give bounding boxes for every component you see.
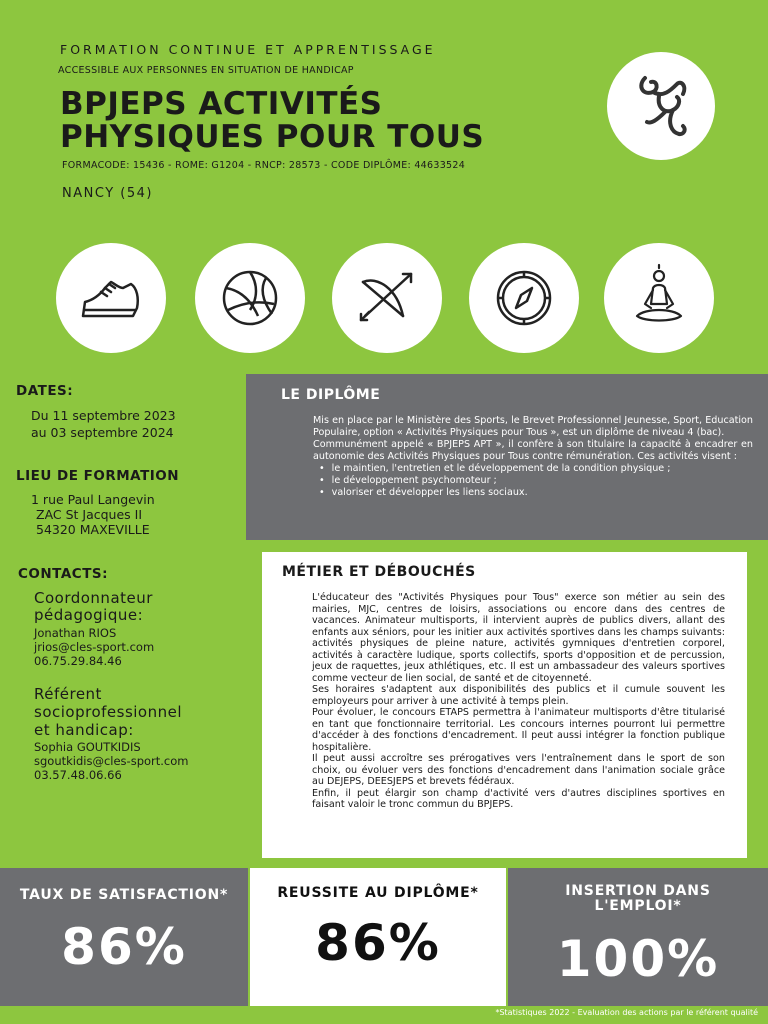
page-title — [60, 88, 484, 154]
diplome-paragraph: Communément appelé « BPJEPS APT », il confère à son titulaire la capacité à encadrer en autonomie des Activités Physiques pour Tous contre rémunération. Ces activités visent : — [313, 439, 753, 462]
contact1-name: Jonathan RIOS — [34, 626, 117, 640]
footnote: *Statistiques 2022 - Evaluation des actions par le référent qualité — [495, 1008, 758, 1017]
metier-paragraph: Il peut aussi accroître ses prérogatives vers l'entraînement dans le sport de son choix, ou évoluer vers des fonctions d'encadrement dans l'animation sociale grâce au DEJEPS, DEESJEPS et brevets fédéraux. — [312, 753, 725, 787]
stat-reussite — [250, 868, 506, 1006]
contact2-name: Sophia GOUTKIDIS — [34, 740, 141, 754]
list-item: • valoriser et développer les liens sociaux. — [319, 487, 753, 499]
metier-paragraph: L'éducateur des "Activités Physiques pour Tous" exerce son métier au sein des mairies, MJC, centres de loisirs, associations ou encore dans des centres de vacances. Animateur multisports, il intervient auprès de publics divers, allant des enfants aux séniors, pour les initier aux activités sportives dans les champs suivants: activités physiques de pleine nature, activités gymniques d'entretien corporel, activités à caractère ludique, sports collectifs, sports d'opposition et de percussion, jeux de raquettes, jeux athlétiques, etc. Il est un ambassadeur des valeurs sportives comme vecteur de lien social, de santé et de citoyenneté. — [312, 592, 725, 684]
stat-insertion-value: 100% — [556, 930, 720, 988]
metier-paragraph: Ses horaires s'adaptent aux disponibilités des publics et il cumule souvent les employeurs pour arriver à une activité à temps plein. — [312, 684, 725, 707]
lieu-zone: ZAC St Jacques II — [36, 507, 143, 522]
diplome-list — [319, 463, 753, 499]
contact2-role-1: Référent — [34, 685, 102, 703]
diplome-body — [313, 415, 753, 499]
title-line-2: PHYSIQUES POUR TOUS — [60, 119, 485, 155]
metier-body — [312, 592, 725, 811]
stat-satisfaction-value: 86% — [61, 918, 187, 976]
bow-arrow-icon — [332, 243, 442, 353]
dates-end: au 03 septembre 2024 — [31, 425, 174, 440]
diplome-paragraph: Mis en place par le Ministère des Sports, le Brevet Professionnel Jeunesse, Sport, Education Populaire, option « Activités Physiques pour Tous », est un diplôme de niveau 4 (bac). — [313, 415, 753, 438]
lieu-street: 1 rue Paul Langevin — [31, 492, 155, 507]
contact1-phone: 06.75.29.84.46 — [34, 654, 122, 668]
stat-satisfaction-label: TAUX DE SATISFACTION* — [19, 887, 229, 903]
title-line-1: BPJEPS ACTIVITÉS — [60, 86, 383, 122]
contact2-role-2: socioprofessionnel — [34, 703, 183, 721]
contact2-phone: 03.57.48.06.66 — [34, 768, 122, 782]
logo — [607, 52, 715, 160]
compass-icon — [469, 243, 579, 353]
lieu-city: 54320 MAXEVILLE — [36, 522, 150, 537]
stat-reussite-label: REUSSITE AU DIPLÔME* — [277, 885, 479, 901]
stat-insertion-label-2: L'EMPLOI* — [594, 898, 682, 914]
logo-figure-icon — [607, 52, 715, 160]
formation-codes: FORMACODE: 15436 - ROME: G1204 - RNCP: 28573 - CODE DIPLÔME: 44633524 — [62, 160, 466, 171]
metier-paragraph: Pour évoluer, le concours ETAPS permettra à l'animateur multisports d'être titularisé en tant que fonctionnaire territorial. Les concours internes pourront lui permettre d'accéder à des fonctions d'encadrement. Il peut aussi intégrer la fonction publique hospitalière. — [312, 707, 725, 753]
contacts-label: CONTACTS: — [18, 566, 109, 582]
list-item: • le développement psychomoteur ; — [319, 475, 753, 487]
metier-title: MÉTIER ET DÉBOUCHÉS — [282, 564, 476, 580]
lieu-label: LIEU DE FORMATION — [16, 468, 180, 484]
sneaker-icon — [56, 243, 166, 353]
accessibility-note: ACCESSIBLE AUX PERSONNES EN SITUATION DE HANDICAP — [58, 65, 354, 76]
stat-reussite-value: 86% — [315, 914, 441, 972]
list-item: • le maintien, l'entretien et le développement de la condition physique ; — [319, 463, 753, 475]
dates-start: Du 11 septembre 2023 — [31, 408, 176, 423]
contact1-email[interactable]: jrios@cles-sport.com — [34, 640, 155, 654]
diplome-title: LE DIPLÔME — [281, 387, 381, 403]
metier-panel — [262, 552, 747, 858]
city: NANCY (54) — [62, 186, 153, 201]
metier-paragraph: Enfin, il peut élargir son champ d'activité vers d'autres disciplines sportives en faisant valoir le tronc commun du BPJEPS. — [312, 787, 725, 810]
yoga-icon — [604, 243, 714, 353]
subtitle: FORMATION CONTINUE ET APPRENTISSAGE — [60, 42, 436, 57]
header-band — [0, 0, 768, 368]
volleyball-icon — [195, 243, 305, 353]
contact1-role-1: Coordonnateur — [34, 589, 153, 607]
stat-insertion-label-1: INSERTION DANS — [565, 883, 711, 899]
stat-insertion — [508, 868, 768, 1006]
diplome-panel — [246, 374, 768, 540]
contact2-role-3: et handicap: — [34, 721, 134, 739]
stat-satisfaction — [0, 868, 248, 1006]
dates-label: DATES: — [16, 383, 74, 399]
contact2-email[interactable]: sgoutkidis@cles-sport.com — [34, 754, 189, 768]
contact1-role-2: pédagogique: — [34, 606, 144, 624]
